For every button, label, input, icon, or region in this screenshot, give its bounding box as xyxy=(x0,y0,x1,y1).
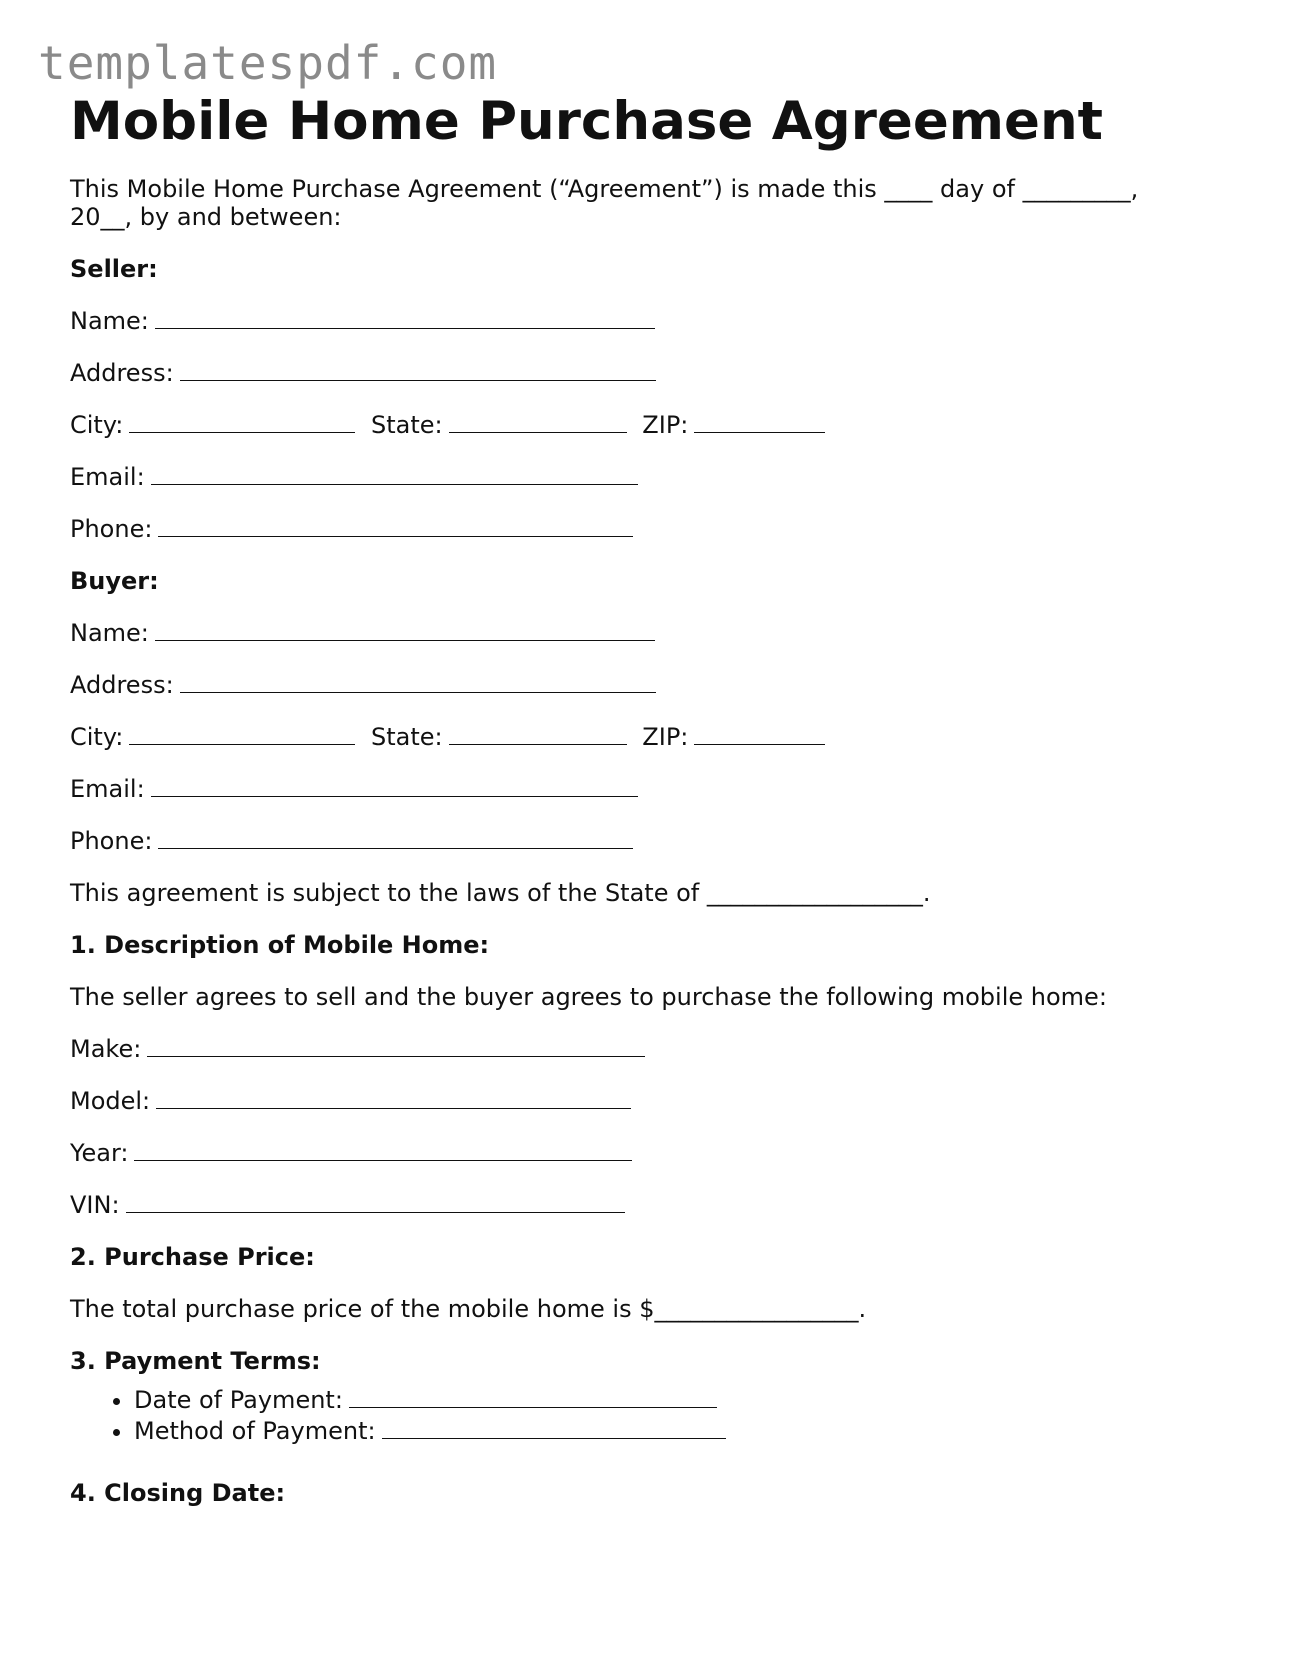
buyer-city-field[interactable] xyxy=(129,724,355,745)
buyer-city-row xyxy=(70,722,825,752)
seller-heading: Seller: xyxy=(70,255,158,283)
section-1-text: The seller agrees to sell and the buyer agrees to purchase the following mobile home: xyxy=(70,983,1107,1011)
seller-address-row xyxy=(70,358,656,388)
payment-terms-list xyxy=(70,1385,726,1447)
buyer-address-field[interactable] xyxy=(180,672,656,693)
buyer-phone-row xyxy=(70,826,633,856)
section-1-heading: 1. Description of Mobile Home: xyxy=(70,931,490,959)
watermark: templatespdf.com xyxy=(38,36,498,90)
vin-label: VIN: xyxy=(70,1191,120,1219)
buyer-heading: Buyer: xyxy=(70,567,159,595)
seller-zip-label: ZIP: xyxy=(642,411,689,439)
seller-name-label: Name: xyxy=(70,307,149,335)
buyer-address-row xyxy=(70,670,656,700)
seller-email-field[interactable] xyxy=(151,464,638,485)
buyer-city-label: City: xyxy=(70,723,124,751)
buyer-email-row xyxy=(70,774,638,804)
year-label: Year: xyxy=(70,1139,129,1167)
method-of-payment-field[interactable] xyxy=(382,1418,726,1439)
seller-phone-row xyxy=(70,514,633,544)
vin-row xyxy=(70,1190,625,1220)
buyer-email-field[interactable] xyxy=(151,776,638,797)
list-item xyxy=(134,1385,726,1416)
buyer-phone-label: Phone: xyxy=(70,827,153,855)
buyer-name-field[interactable] xyxy=(155,620,655,641)
seller-city-field[interactable] xyxy=(129,412,355,433)
seller-phone-field[interactable] xyxy=(158,516,633,537)
buyer-zip-label: ZIP: xyxy=(642,723,689,751)
buyer-name-label: Name: xyxy=(70,619,149,647)
date-of-payment-field[interactable] xyxy=(349,1387,717,1408)
seller-email-row xyxy=(70,462,638,492)
governing-law-text: This agreement is subject to the laws of the State of __________________. xyxy=(70,879,931,907)
seller-name-row xyxy=(70,306,655,336)
buyer-phone-field[interactable] xyxy=(158,828,633,849)
make-row xyxy=(70,1034,645,1064)
section-2-heading: 2. Purchase Price: xyxy=(70,1243,315,1271)
section-3-heading: 3. Payment Terms: xyxy=(70,1347,321,1375)
seller-state-field[interactable] xyxy=(449,412,627,433)
seller-city-row xyxy=(70,410,825,440)
model-label: Model: xyxy=(70,1087,151,1115)
model-row xyxy=(70,1086,631,1116)
seller-address-field[interactable] xyxy=(180,360,656,381)
seller-state-label: State: xyxy=(371,411,443,439)
seller-zip-field[interactable] xyxy=(694,412,825,433)
model-field[interactable] xyxy=(156,1088,631,1109)
vin-field[interactable] xyxy=(126,1192,625,1213)
page-title: Mobile Home Purchase Agreement xyxy=(70,91,1104,152)
seller-email-label: Email: xyxy=(70,463,145,491)
year-field[interactable] xyxy=(134,1140,632,1161)
date-of-payment-label: Date of Payment: xyxy=(134,1386,343,1414)
seller-city-label: City: xyxy=(70,411,124,439)
list-item xyxy=(134,1416,726,1447)
document-page xyxy=(70,88,1230,1507)
section-2-text: The total purchase price of the mobile home is $_________________. xyxy=(70,1295,867,1323)
method-of-payment-label: Method of Payment: xyxy=(134,1417,376,1445)
make-field[interactable] xyxy=(147,1036,645,1057)
seller-phone-label: Phone: xyxy=(70,515,153,543)
intro-line-1: This Mobile Home Purchase Agreement (“Agreement”) is made this ____ day of _________, xyxy=(70,175,1139,203)
buyer-zip-field[interactable] xyxy=(694,724,825,745)
section-4-heading: 4. Closing Date: xyxy=(70,1479,286,1507)
seller-address-label: Address: xyxy=(70,359,174,387)
buyer-state-field[interactable] xyxy=(449,724,627,745)
buyer-address-label: Address: xyxy=(70,671,174,699)
intro-line-2: 20__, by and between: xyxy=(70,203,342,231)
seller-name-field[interactable] xyxy=(155,308,655,329)
buyer-email-label: Email: xyxy=(70,775,145,803)
year-row xyxy=(70,1138,632,1168)
buyer-name-row xyxy=(70,618,655,648)
buyer-state-label: State: xyxy=(371,723,443,751)
make-label: Make: xyxy=(70,1035,142,1063)
